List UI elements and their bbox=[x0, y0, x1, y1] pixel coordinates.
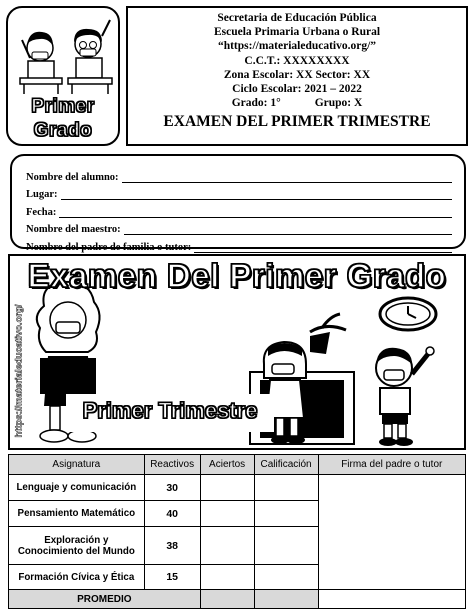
school-line: Escuela Primaria Urbana o Rural bbox=[213, 26, 381, 39]
items-cell: 38 bbox=[144, 527, 200, 565]
subject-cell: Formación Cívica y Ética bbox=[9, 565, 145, 590]
subject-cell: Exploración y Conocimiento del Mundo bbox=[9, 527, 145, 565]
grade-cell[interactable] bbox=[254, 501, 318, 527]
exam-title: EXAMEN DEL PRIMER TRIMESTRE bbox=[163, 113, 431, 131]
correct-cell[interactable] bbox=[200, 527, 254, 565]
ministry-line: Secretaria de Educación Pública bbox=[217, 12, 377, 24]
table-row bbox=[9, 475, 466, 501]
grade-word-primer: Primer bbox=[31, 96, 95, 117]
field-label: Nombre del maestro: bbox=[26, 224, 121, 235]
correct-cell[interactable] bbox=[200, 501, 254, 527]
average-signature-cell bbox=[318, 590, 465, 609]
grade-cell[interactable] bbox=[254, 527, 318, 565]
grade-cell[interactable] bbox=[254, 475, 318, 501]
subject-cell: Pensamiento Matemático bbox=[9, 501, 145, 527]
website-line: “https://materialeducativo.org/” bbox=[217, 40, 377, 53]
zone-sector-line: Zona Escolar: XX Sector: XX bbox=[223, 68, 371, 81]
cover-illustration-box bbox=[8, 254, 466, 450]
cover-title: Examen Del Primer Grado bbox=[27, 257, 447, 294]
average-row bbox=[9, 590, 466, 609]
items-cell: 40 bbox=[144, 501, 200, 527]
average-correct-cell[interactable] bbox=[200, 590, 254, 609]
grade-logo bbox=[6, 6, 120, 146]
column-header-signature: Firma del padre o tutor bbox=[318, 455, 465, 475]
grade-label: Grado: 1° bbox=[231, 97, 281, 110]
grades-table bbox=[8, 454, 466, 609]
column-header-grade: Calificación bbox=[254, 455, 318, 475]
field-student-name bbox=[26, 165, 452, 183]
signature-cell[interactable] bbox=[318, 475, 465, 590]
grade-word-grado: Grado bbox=[33, 120, 93, 141]
clock-icon bbox=[380, 298, 436, 330]
field-label: Nombre del padre de familia o tutor: bbox=[26, 241, 192, 253]
boy-waving-figure bbox=[376, 347, 434, 446]
subject-cell: Lenguaje y comunicación bbox=[9, 475, 145, 501]
field-teacher-name bbox=[26, 218, 452, 236]
column-header-subject: Asignatura bbox=[9, 455, 145, 475]
student-data-box bbox=[10, 154, 466, 253]
field-parent-name bbox=[26, 235, 452, 253]
column-header-items: Reactivos bbox=[144, 455, 200, 475]
school-info-box bbox=[126, 6, 468, 146]
field-date bbox=[26, 200, 452, 218]
field-label: Lugar: bbox=[26, 189, 58, 200]
grade-group-line bbox=[128, 96, 466, 110]
correct-cell[interactable] bbox=[200, 475, 254, 501]
table-header-row bbox=[9, 455, 466, 475]
field-label: Fecha: bbox=[26, 206, 57, 218]
average-label: PROMEDIO bbox=[9, 590, 201, 609]
cct-line: C.C.T.: XXXXXXXX bbox=[244, 54, 350, 67]
school-year-line: Ciclo Escolar: 2021 – 2022 bbox=[232, 83, 362, 96]
average-grade-cell[interactable] bbox=[254, 590, 318, 609]
trimester-label: Primer Trimestre bbox=[82, 398, 258, 423]
items-cell: 30 bbox=[144, 475, 200, 501]
items-cell: 15 bbox=[144, 565, 200, 590]
place-input-line[interactable] bbox=[61, 189, 453, 200]
date-input-line[interactable] bbox=[59, 207, 452, 218]
field-place bbox=[26, 183, 452, 201]
column-header-correct: Aciertos bbox=[200, 455, 254, 475]
teacher-name-input-line[interactable] bbox=[124, 224, 452, 235]
grade-cell[interactable] bbox=[254, 565, 318, 590]
correct-cell[interactable] bbox=[200, 565, 254, 590]
group-label: Grupo: X bbox=[314, 97, 363, 110]
parent-name-input-line[interactable] bbox=[194, 242, 452, 253]
vertical-website-watermark bbox=[4, 296, 34, 446]
trimester-banner bbox=[66, 394, 274, 432]
field-label: Nombre del alumno: bbox=[26, 171, 119, 183]
student-name-input-line[interactable] bbox=[122, 172, 452, 183]
watermark-text: https://materialeducativo.org/ bbox=[13, 304, 25, 438]
